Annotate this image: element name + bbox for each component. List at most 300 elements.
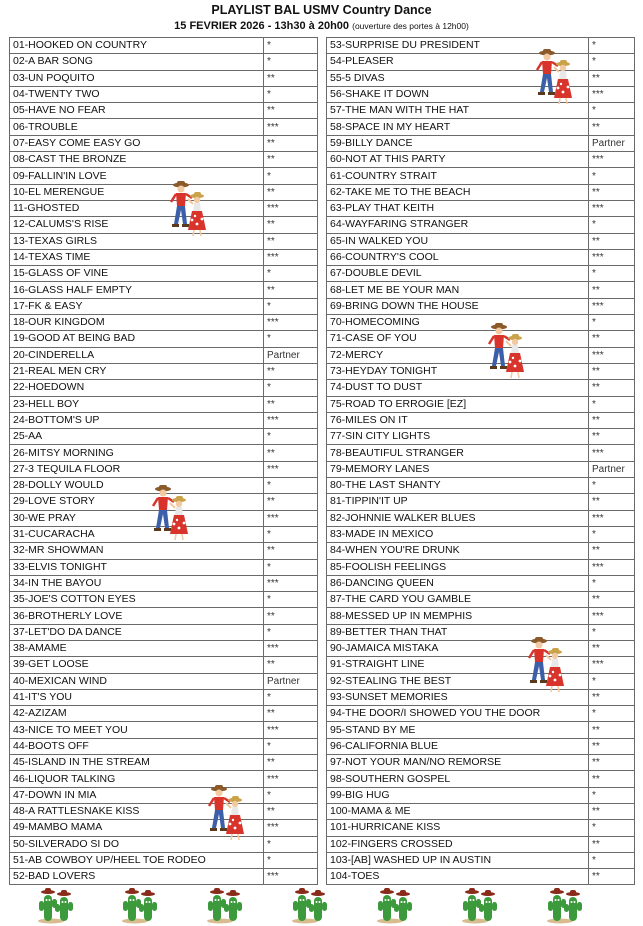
playlist-row [327,543,635,559]
playlist-row [10,331,318,347]
dancing-couple-icon [168,180,208,238]
difficulty-level: *** [264,640,318,656]
difficulty-level: ** [264,103,318,119]
playlist-row [327,315,635,331]
playlist-row [327,233,635,249]
song-title: 92-STEALING THE BEST [327,673,589,689]
playlist-row [327,249,635,265]
playlist-row [10,315,318,331]
playlist-row [10,168,318,184]
song-title: 85-FOOLISH FEELINGS [327,559,589,575]
difficulty-level: *** [264,575,318,591]
song-title: 08-CAST THE BRONZE [10,152,264,168]
song-title: 06-TROUBLE [10,119,264,135]
playlist-row [327,152,635,168]
song-title: 70-HOMECOMING [327,315,589,331]
song-title: 45-ISLAND IN THE STREAM [10,755,264,771]
difficulty-level: * [264,689,318,705]
difficulty-level: ** [264,70,318,86]
playlist-row [10,738,318,754]
playlist-row [10,445,318,461]
difficulty-level: ** [589,771,635,787]
song-title: 54-PLEASER [327,54,589,70]
playlist-row [327,70,635,86]
song-title: 67-DOUBLE DEVIL [327,266,589,282]
playlist-row [10,412,318,428]
song-title: 78-BEAUTIFUL STRANGER [327,445,589,461]
playlist-row [327,738,635,754]
playlist-row [327,771,635,787]
playlist-row [10,559,318,575]
playlist-row [327,575,635,591]
playlist-row [327,592,635,608]
playlist-row [327,363,635,379]
song-title: 104-TOES [327,869,589,885]
playlist-row [327,412,635,428]
song-title: 99-BIG HUG [327,787,589,803]
difficulty-level: *** [589,249,635,265]
difficulty-level: * [589,217,635,233]
playlist-row [10,771,318,787]
playlist-row [10,624,318,640]
playlist-row [327,168,635,184]
song-title: 18-OUR KINGDOM [10,315,264,331]
song-title: 21-REAL MEN CRY [10,363,264,379]
difficulty-level: *** [264,200,318,216]
difficulty-level: ** [589,380,635,396]
playlist-row [10,152,318,168]
difficulty-level: * [589,852,635,868]
playlist-row [327,852,635,868]
song-title: 07-EASY COME EASY GO [10,135,264,151]
playlist-row [10,103,318,119]
playlist-row [327,217,635,233]
song-title: 55-5 DIVAS [327,70,589,86]
playlist-row [10,38,318,54]
song-title: 63-PLAY THAT KEITH [327,200,589,216]
difficulty-level: ** [264,152,318,168]
playlist-row [10,787,318,803]
difficulty-level: ** [589,869,635,885]
difficulty-level: * [264,168,318,184]
difficulty-level: *** [589,200,635,216]
playlist-row [327,608,635,624]
difficulty-level: ** [589,803,635,819]
playlist-row [10,461,318,477]
difficulty-level: * [589,266,635,282]
playlist-row [327,54,635,70]
song-title: 50-SILVERADO SI DO [10,836,264,852]
song-title: 80-THE LAST SHANTY [327,478,589,494]
playlist-row [10,836,318,852]
song-title: 69-BRING DOWN THE HOUSE [327,298,589,314]
difficulty-level: ** [589,282,635,298]
difficulty-level: *** [264,119,318,135]
difficulty-level: ** [264,363,318,379]
song-title: 05-HAVE NO FEAR [10,103,264,119]
playlist-row [327,803,635,819]
playlist-row [327,396,635,412]
playlist-row [327,478,635,494]
cactus-pair-icon [462,888,497,924]
difficulty-level: *** [264,869,318,885]
playlist-row [10,575,318,591]
difficulty-level: *** [264,771,318,787]
song-title: 35-JOE'S COTTON EYES [10,592,264,608]
event-date [0,19,643,33]
difficulty-level: ** [589,233,635,249]
difficulty-level: *** [589,152,635,168]
difficulty-level: * [264,836,318,852]
difficulty-level: * [589,168,635,184]
playlist-row [10,217,318,233]
song-title: 10-EL MERENGUE [10,184,264,200]
playlist-row [327,282,635,298]
song-title: 52-BAD LOVERS [10,869,264,885]
dancing-couple-icon [526,636,566,694]
playlist-row [327,461,635,477]
playlist-row [10,266,318,282]
dancing-couple-icon [534,48,574,106]
song-title: 103-[AB] WASHED UP IN AUSTIN [327,852,589,868]
playlist-row [10,640,318,656]
song-title: 93-SUNSET MEMORIES [327,689,589,705]
song-title: 41-IT'S YOU [10,689,264,705]
playlist-row [327,640,635,656]
playlist-row [10,54,318,70]
song-title: 62-TAKE ME TO THE BEACH [327,184,589,200]
difficulty-level: *** [264,820,318,836]
playlist-row [10,184,318,200]
difficulty-level: * [264,429,318,445]
difficulty-level: * [589,396,635,412]
playlist-row [327,445,635,461]
difficulty-level: * [264,380,318,396]
song-title: 47-DOWN IN MIA [10,787,264,803]
song-title: 31-CUCARACHA [10,526,264,542]
playlist-row [327,559,635,575]
song-title: 46-LIQUOR TALKING [10,771,264,787]
song-title: 09-FALLIN'IN LOVE [10,168,264,184]
difficulty-level: * [264,559,318,575]
difficulty-level: ** [589,331,635,347]
song-title: 14-TEXAS TIME [10,249,264,265]
difficulty-level: ** [264,184,318,200]
difficulty-level: ** [264,396,318,412]
difficulty-level: *** [589,86,635,102]
playlist-row [10,363,318,379]
difficulty-level: * [264,787,318,803]
playlist-row [327,526,635,542]
difficulty-level: ** [589,119,635,135]
song-title: 12-CALUMS'S RISE [10,217,264,233]
playlist-row [327,266,635,282]
playlist-row [327,494,635,510]
song-title: 58-SPACE IN MY HEART [327,119,589,135]
song-title: 16-GLASS HALF EMPTY [10,282,264,298]
difficulty-level: * [264,624,318,640]
playlist-row [10,70,318,86]
song-title: 83-MADE IN MEXICO [327,526,589,542]
difficulty-level: *** [264,461,318,477]
playlist-row [10,673,318,689]
song-title: 25-AA [10,429,264,445]
playlist-row [10,396,318,412]
difficulty-level: * [264,738,318,754]
difficulty-level: ** [589,738,635,754]
playlist-row [327,298,635,314]
difficulty-level: *** [589,559,635,575]
song-title: 43-NICE TO MEET YOU [10,722,264,738]
playlist-row [10,86,318,102]
song-title: 101-HURRICANE KISS [327,820,589,836]
difficulty-level: ** [264,135,318,151]
song-title: 39-GET LOOSE [10,657,264,673]
playlist-row [327,673,635,689]
playlist-row [327,510,635,526]
playlist-row [327,347,635,363]
playlist-row [10,689,318,705]
playlist-row [10,543,318,559]
playlist-row [10,380,318,396]
song-title: 22-HOEDOWN [10,380,264,396]
difficulty-level: * [264,331,318,347]
song-title: 02-A BAR SONG [10,54,264,70]
playlist-row [10,119,318,135]
difficulty-level: Partner [589,135,635,151]
song-title: 96-CALIFORNIA BLUE [327,738,589,754]
playlist-row [10,282,318,298]
song-title: 94-THE DOOR/I SHOWED YOU THE DOOR [327,706,589,722]
dancing-couple-icon [150,484,190,542]
difficulty-level: * [589,526,635,542]
difficulty-level: ** [589,184,635,200]
difficulty-level: ** [264,803,318,819]
difficulty-level: Partner [264,673,318,689]
song-title: 27-3 TEQUILA FLOOR [10,461,264,477]
playlist-row [10,135,318,151]
song-title: 98-SOUTHERN GOSPEL [327,771,589,787]
playlist-row [327,380,635,396]
song-title: 34-IN THE BAYOU [10,575,264,591]
playlist-row [10,592,318,608]
playlist-row [327,657,635,673]
difficulty-level: ** [264,445,318,461]
dancing-couple-icon [206,784,246,842]
cactus-pair-icon [207,888,242,924]
difficulty-level: * [264,852,318,868]
song-title: 86-DANCING QUEEN [327,575,589,591]
song-title: 87-THE CARD YOU GAMBLE [327,592,589,608]
song-title: 03-UN POQUITO [10,70,264,86]
difficulty-level: *** [264,249,318,265]
difficulty-level: ** [589,640,635,656]
difficulty-level: ** [589,494,635,510]
song-title: 49-MAMBO MAMA [10,820,264,836]
difficulty-level: ** [589,755,635,771]
song-title: 13-TEXAS GIRLS [10,233,264,249]
song-title: 100-MAMA & ME [327,803,589,819]
song-title: 59-BILLY DANCE [327,135,589,151]
song-title: 65-IN WALKED YOU [327,233,589,249]
difficulty-level: ** [264,217,318,233]
playlist-row [10,233,318,249]
page-title: PLAYLIST BAL USMV Country Dance [211,3,432,17]
song-title: 38-AMAME [10,640,264,656]
playlist-row [327,755,635,771]
song-title: 53-SURPRISE DU PRESIDENT [327,38,589,54]
difficulty-level: *** [264,315,318,331]
song-title: 68-LET ME BE YOUR MAN [327,282,589,298]
difficulty-level: ** [589,543,635,559]
difficulty-level: *** [589,510,635,526]
song-title: 29-LOVE STORY [10,494,264,510]
song-title: 30-WE PRAY [10,510,264,526]
playlist-row [327,331,635,347]
difficulty-level: *** [264,510,318,526]
playlist-row [327,820,635,836]
difficulty-level: ** [264,494,318,510]
song-title: 76-MILES ON IT [327,412,589,428]
song-title: 23-HELL BOY [10,396,264,412]
song-title: 42-AZIZAM [10,706,264,722]
difficulty-level: ** [264,282,318,298]
difficulty-level: * [264,86,318,102]
playlist-table-left [9,37,318,885]
playlist-row [327,787,635,803]
difficulty-level: ** [264,233,318,249]
song-title: 15-GLASS OF VINE [10,266,264,282]
song-title: 66-COUNTRY'S COOL [327,249,589,265]
song-title: 26-MITSY MORNING [10,445,264,461]
playlist-row [327,869,635,885]
difficulty-level: * [264,592,318,608]
difficulty-level: *** [589,445,635,461]
playlist-row [10,347,318,363]
song-title: 82-JOHNNIE WALKER BLUES [327,510,589,526]
song-title: 97-NOT YOUR MAN/NO REMORSE [327,755,589,771]
difficulty-level: Partner [589,461,635,477]
song-title: 102-FINGERS CROSSED [327,836,589,852]
difficulty-level: * [264,54,318,70]
difficulty-level: * [589,575,635,591]
song-title: 95-STAND BY ME [327,722,589,738]
playlist-row [327,624,635,640]
song-title: 89-BETTER THAN THAT [327,624,589,640]
song-title: 04-TWENTY TWO [10,86,264,102]
song-title: 79-MEMORY LANES [327,461,589,477]
difficulty-level: ** [589,70,635,86]
playlist-row [10,722,318,738]
song-title: 71-CASE OF YOU [327,331,589,347]
playlist-row [327,86,635,102]
difficulty-level: ** [589,689,635,705]
song-title: 84-WHEN YOU'RE DRUNK [327,543,589,559]
playlist-row [10,608,318,624]
song-title: 74-DUST TO DUST [327,380,589,396]
playlist-row [10,820,318,836]
song-title: 40-MEXICAN WIND [10,673,264,689]
playlist-row [10,200,318,216]
playlist-table-right [326,37,635,885]
difficulty-level: *** [589,347,635,363]
playlist-row [327,184,635,200]
song-title: 57-THE MAN WITH THE HAT [327,103,589,119]
song-title: 36-BROTHERLY LOVE [10,608,264,624]
song-title: 90-JAMAICA MISTAKA [327,640,589,656]
difficulty-level: ** [589,836,635,852]
playlist-row [327,200,635,216]
difficulty-level: ** [589,412,635,428]
song-title: 88-MESSED UP IN MEMPHIS [327,608,589,624]
song-title: 72-MERCY [327,347,589,363]
playlist-row [327,689,635,705]
difficulty-level: * [589,706,635,722]
difficulty-level: *** [589,657,635,673]
song-title: 20-CINDERELLA [10,347,264,363]
song-title: 19-GOOD AT BEING BAD [10,331,264,347]
playlist-row [327,103,635,119]
song-title: 64-WAYFARING STRANGER [327,217,589,233]
song-title: 81-TIPPIN'IT UP [327,494,589,510]
song-title: 60-NOT AT THIS PARTY [327,152,589,168]
playlist-row [10,852,318,868]
difficulty-level: * [264,526,318,542]
difficulty-level: * [589,673,635,689]
playlist-row [10,657,318,673]
song-title: 28-DOLLY WOULD [10,478,264,494]
difficulty-level: * [264,38,318,54]
song-title: 56-SHAKE IT DOWN [327,86,589,102]
playlist-row [10,249,318,265]
difficulty-level: *** [264,722,318,738]
difficulty-level: * [264,266,318,282]
difficulty-level: ** [589,363,635,379]
song-title: 32-MR SHOWMAN [10,543,264,559]
playlist-row [10,803,318,819]
difficulty-level: * [589,38,635,54]
difficulty-level: * [589,787,635,803]
difficulty-level: * [264,478,318,494]
playlist-row [327,836,635,852]
song-title: 73-HEYDAY TONIGHT [327,363,589,379]
dancing-couple-icon [486,322,526,380]
difficulty-level: ** [264,657,318,673]
playlist-row [327,722,635,738]
event-date-text: 15 FEVRIER 2026 - 13h30 à 20h00 [174,20,350,32]
song-title: 75-ROAD TO ERROGIE [EZ] [327,396,589,412]
song-title: 91-STRAIGHT LINE [327,657,589,673]
difficulty-level: *** [589,298,635,314]
song-title: 61-COUNTRY STRAIT [327,168,589,184]
song-title: 77-SIN CITY LIGHTS [327,429,589,445]
difficulty-level: Partner [264,347,318,363]
cactus-border [0,885,643,925]
difficulty-level: ** [264,608,318,624]
playlist-row [327,38,635,54]
difficulty-level: * [589,624,635,640]
playlist-row [327,119,635,135]
difficulty-level: * [589,315,635,331]
difficulty-level: ** [264,755,318,771]
song-title: 48-A RATTLESNAKE KISS [10,803,264,819]
cactus-pair-icon [292,888,327,924]
difficulty-level: ** [264,706,318,722]
difficulty-level: ** [589,722,635,738]
song-title: 33-ELVIS TONIGHT [10,559,264,575]
difficulty-level: ** [589,429,635,445]
cactus-pair-icon [377,888,412,924]
